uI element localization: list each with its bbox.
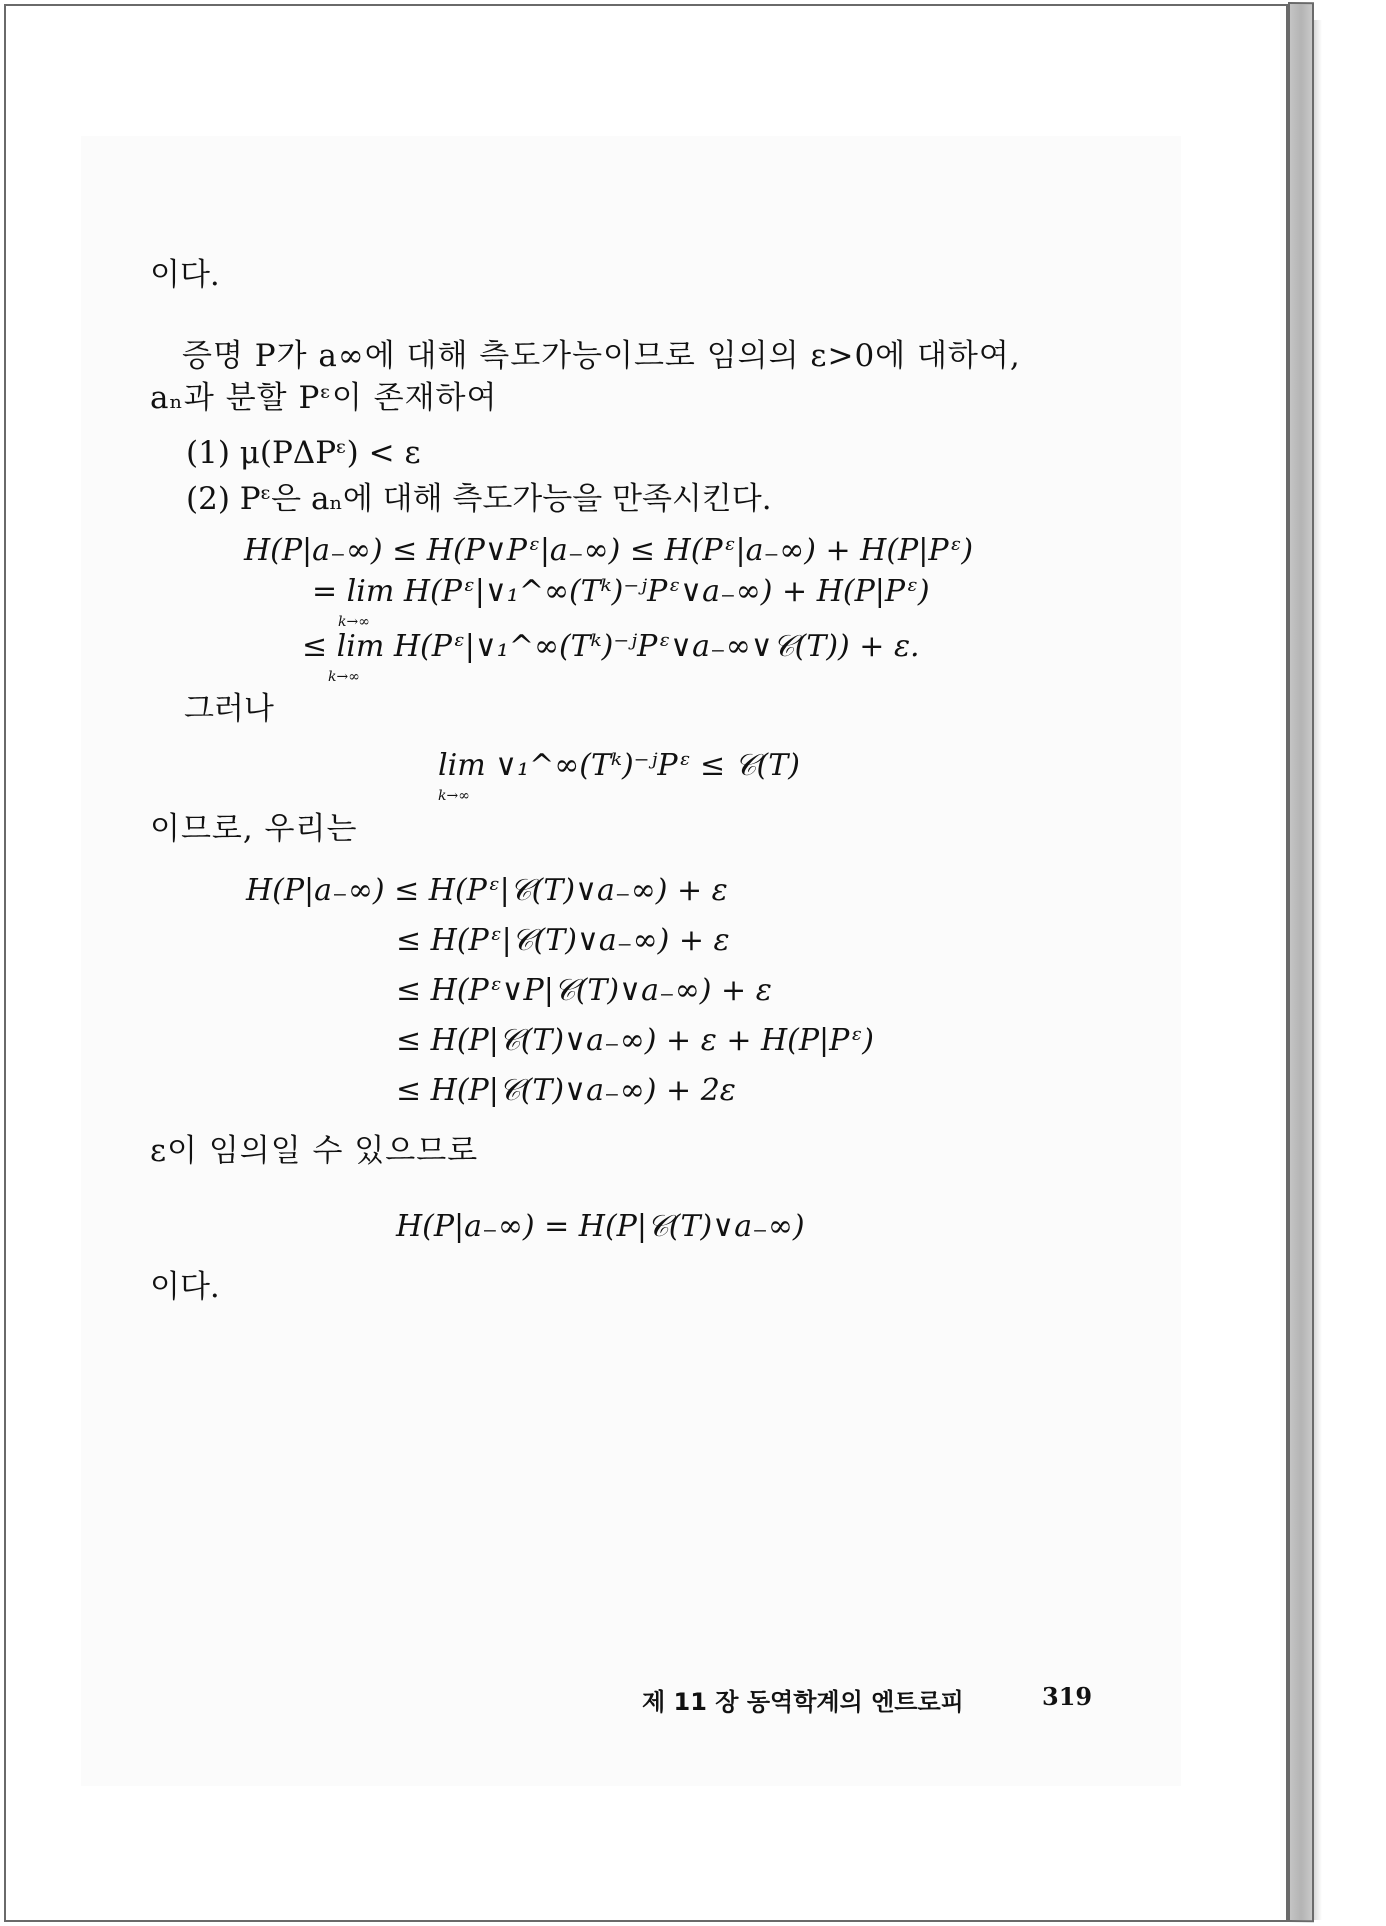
text-however: 그러나 xyxy=(184,691,274,727)
equation-1-line-2-limit-subscript: k→∞ xyxy=(338,614,370,630)
book-page xyxy=(4,4,1288,1922)
equation-1-line-1: H(P|a₋∞) ≤ H(P∨Pᵋ|a₋∞) ≤ H(Pᵋ|a₋∞) + H(P|Pᵋ) xyxy=(244,533,974,568)
equation-1-line-3: ≤ lim H(Pᵋ|∨₁^∞(Tᵏ)⁻ʲPᵋ∨a₋∞∨𝒞(T)) + ε. xyxy=(302,629,920,664)
text-line-ida: 이다. xyxy=(150,257,220,293)
equation-2: lim ∨₁^∞(Tᵏ)⁻ʲPᵋ ≤ 𝒞(T) xyxy=(438,748,800,783)
text-therefore: 이므로, 우리는 xyxy=(150,811,358,847)
proof-intro-line-2: aₙ과 분할 Pᵋ이 존재하여 xyxy=(150,380,498,416)
page-edge-stack xyxy=(1288,2,1314,1922)
equation-3-line-2: ≤ H(Pᵋ|𝒞(T)∨a₋∞) + ε xyxy=(396,923,730,958)
equation-4: H(P|a₋∞) = H(P|𝒞(T)∨a₋∞) xyxy=(396,1209,805,1244)
equation-3-line-5: ≤ H(P|𝒞(T)∨a₋∞) + 2ε xyxy=(396,1073,736,1108)
text-line-ida-end: 이다. xyxy=(150,1269,220,1305)
page-shadow xyxy=(1314,20,1322,1920)
footer-chapter-title: 제 11 장 동역학계의 엔트로피 xyxy=(642,1688,964,1716)
equation-1-line-3-limit-subscript: k→∞ xyxy=(328,669,360,685)
page-number: 319 xyxy=(1042,1682,1093,1711)
proof-intro-line-1: 증명 P가 a∞에 대해 측도가능이므로 임의의 ε>0에 대하여, xyxy=(182,338,1021,374)
condition-2: (2) Pᵋ은 aₙ에 대해 측도가능을 만족시킨다. xyxy=(186,481,772,517)
text-since-arbitrary: ε이 임의일 수 있으므로 xyxy=(150,1133,479,1169)
equation-2-limit-subscript: k→∞ xyxy=(438,788,470,804)
condition-1: (1) μ(PΔPᵋ) < ε xyxy=(186,435,421,471)
equation-3-line-3: ≤ H(Pᵋ∨P|𝒞(T)∨a₋∞) + ε xyxy=(396,973,772,1008)
equation-3-line-4: ≤ H(P|𝒞(T)∨a₋∞) + ε + H(P|Pᵋ) xyxy=(396,1023,874,1058)
equation-3-line-1: H(P|a₋∞) ≤ H(Pᵋ|𝒞(T)∨a₋∞) + ε xyxy=(246,873,728,908)
equation-1-line-2: = lim H(Pᵋ|∨₁^∞(Tᵏ)⁻ʲPᵋ∨a₋∞) + H(P|Pᵋ) xyxy=(312,574,930,609)
